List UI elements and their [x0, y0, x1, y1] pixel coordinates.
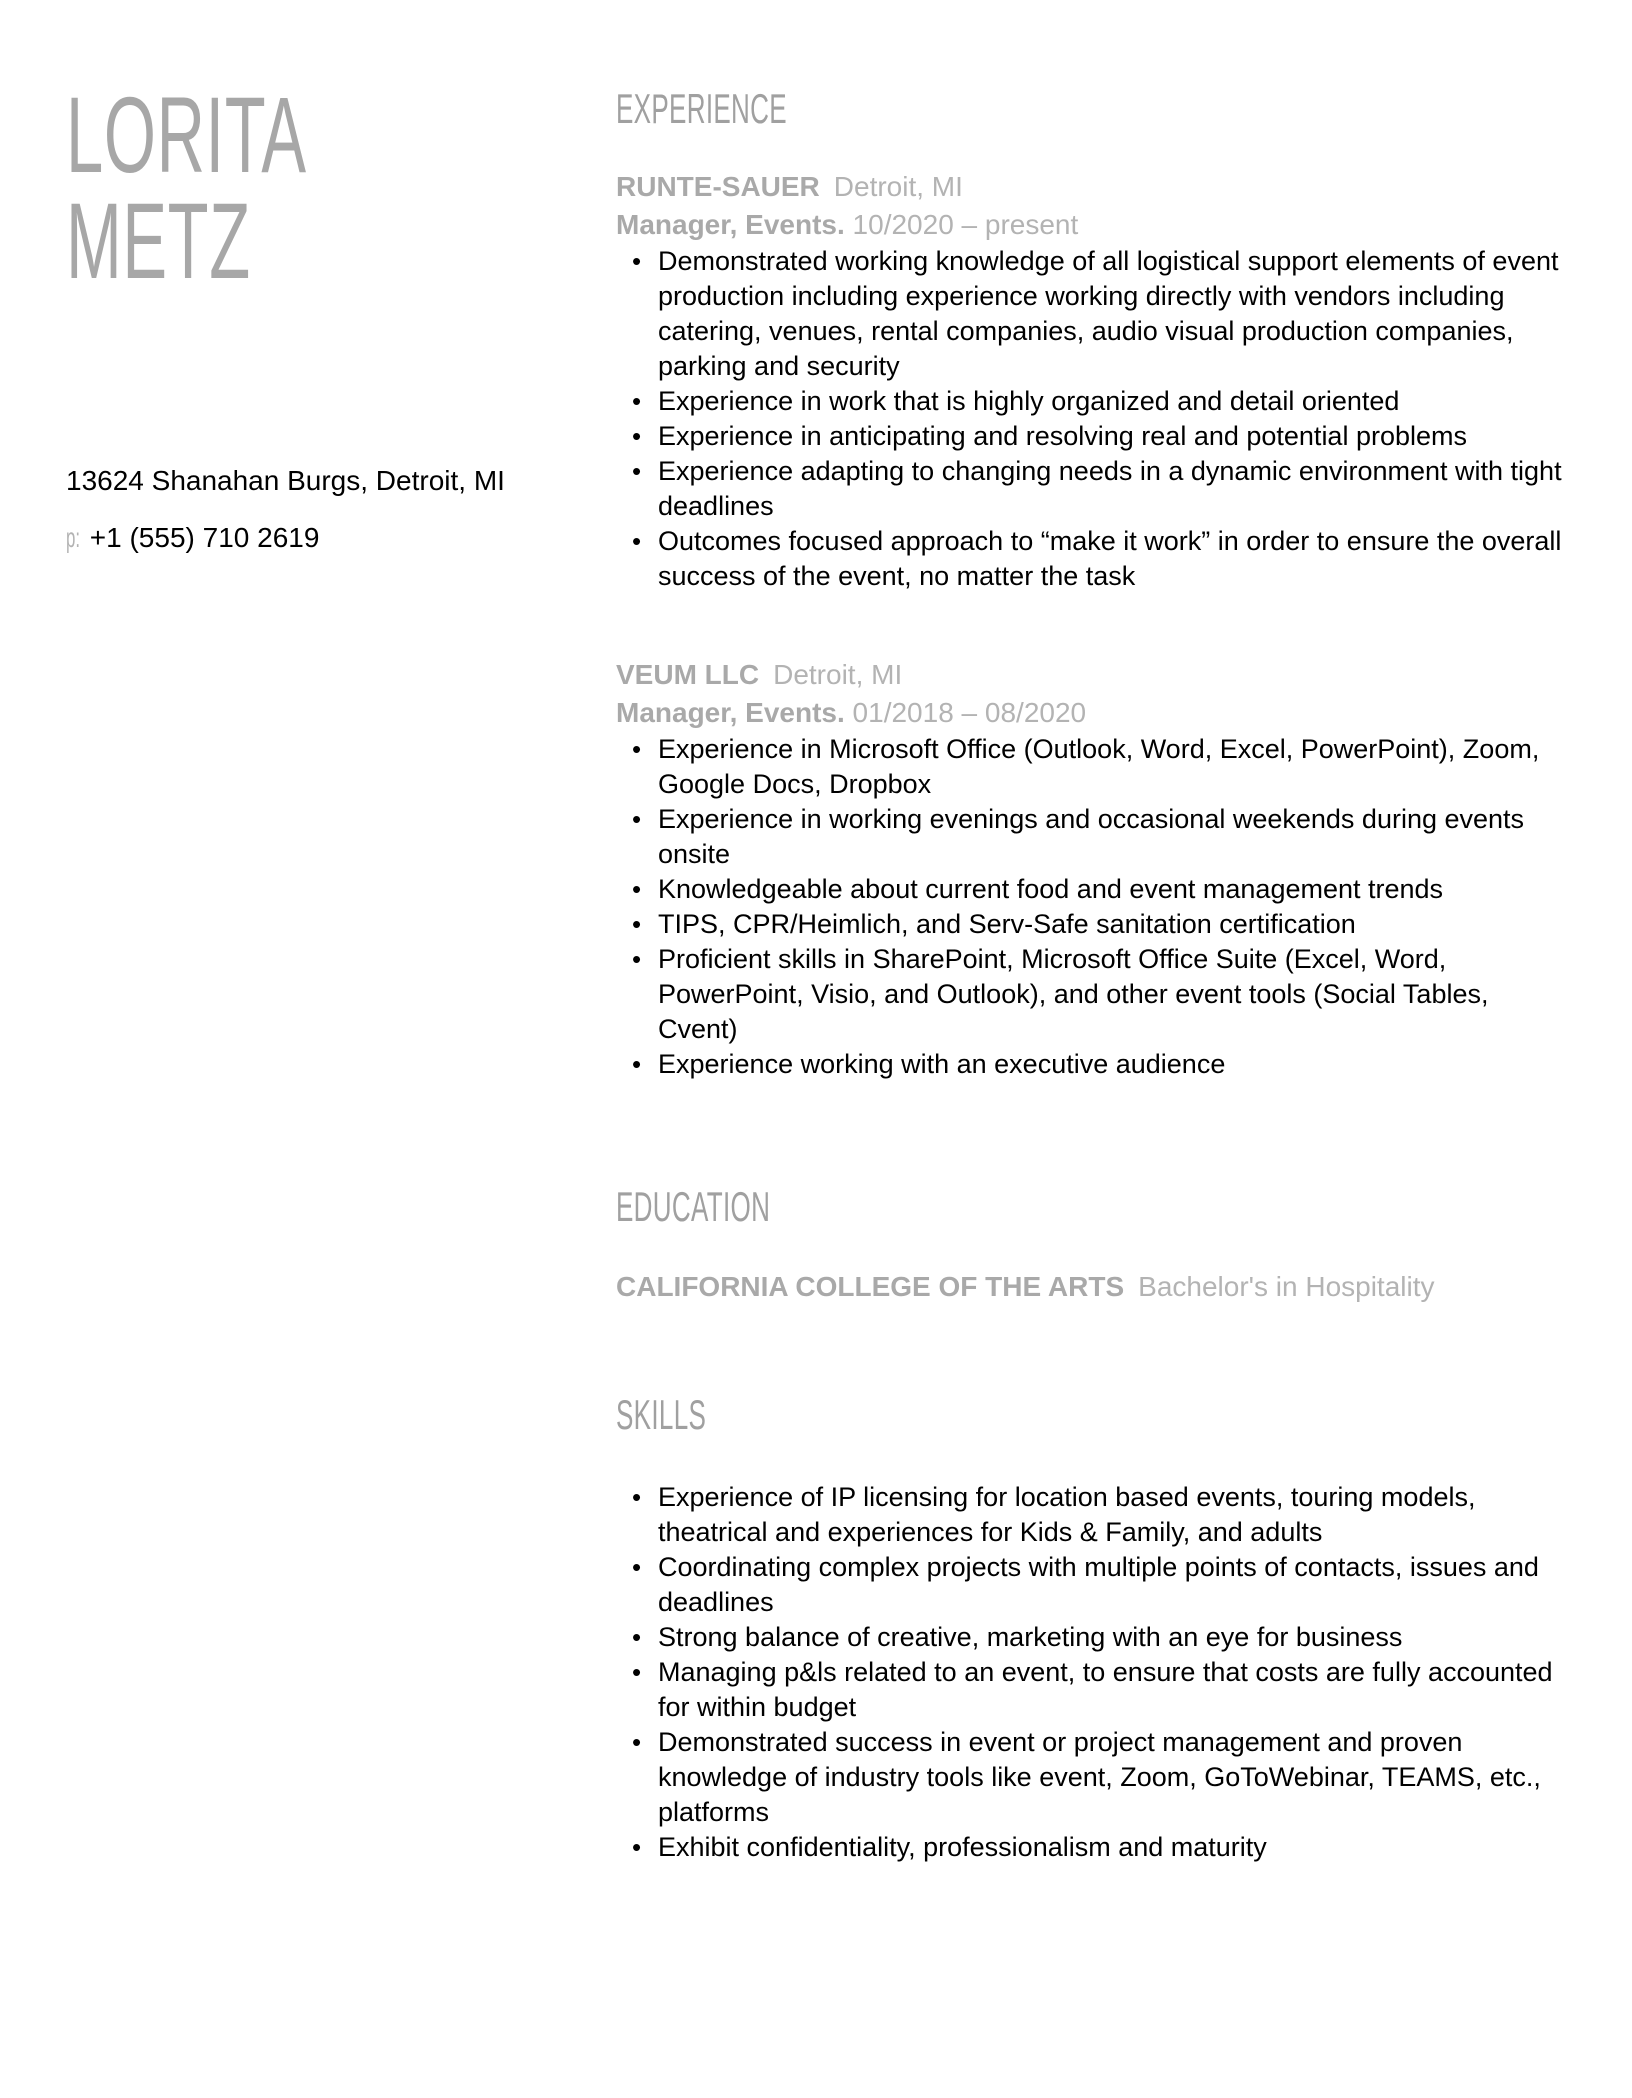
job-dates: 01/2018 – 08/2020 — [852, 697, 1087, 728]
bullet-item: • Coordinating complex projects with multiple points of contacts, issues and deadlines — [658, 1550, 1566, 1620]
job-bullets — [616, 732, 1566, 1082]
candidate-name — [66, 74, 376, 301]
phone-number: +1 (555) 710 2619 — [89, 522, 320, 553]
company-name: VEUM LLC — [616, 659, 760, 690]
last-name: METZ — [66, 180, 251, 301]
job-entry — [616, 168, 1566, 594]
bullet-item: • Demonstrated working knowledge of all logistical support elements of event production including experience working directly with vendors including catering, venues, rental companies, audio visual production companies, parking and security — [658, 244, 1566, 384]
education-entry — [616, 1268, 1566, 1306]
bullet-item: • Experience in Microsoft Office (Outlook, Word, Excel, PowerPoint), Zoom, Google Docs, Dropbox — [658, 732, 1566, 802]
bullet-item: • TIPS, CPR/Heimlich, and Serv-Safe sanitation certification — [658, 907, 1566, 942]
education-section — [616, 1182, 1566, 1306]
skills-section — [616, 1390, 1566, 1865]
company-location: Detroit, MI — [833, 171, 963, 202]
bullet-item: • Experience of IP licensing for location based events, touring models, theatrical and experiences for Kids & Family, and adults — [658, 1480, 1566, 1550]
bullet-item: • Outcomes focused approach to “make it work” in order to ensure the overall success of the event, no matter the task — [658, 524, 1566, 594]
job-bullets — [616, 244, 1566, 594]
bullet-item: • Exhibit confidentiality, professionalism and maturity — [658, 1830, 1566, 1865]
phone-row — [66, 521, 505, 555]
phone-label: p: — [66, 522, 81, 553]
job-entry — [616, 656, 1566, 1082]
job-title: Manager, Events. — [616, 209, 845, 240]
sidebar — [66, 74, 566, 301]
job-title-line — [616, 694, 1566, 732]
bullet-item: • Proficient skills in SharePoint, Microsoft Office Suite (Excel, Word, PowerPoint, Visio, and Outlook), and other event tools (Social Tables, Cvent) — [658, 942, 1566, 1047]
bullet-item: • Knowledgeable about current food and event management trends — [658, 872, 1566, 907]
address: 13624 Shanahan Burgs, Detroit, MI — [66, 465, 505, 496]
company-name: RUNTE-SAUER — [616, 171, 820, 202]
bullet-item: • Strong balance of creative, marketing with an eye for business — [658, 1620, 1566, 1655]
bullet-item: • Demonstrated success in event or project management and proven knowledge of industry tools like event, Zoom, GoToWebinar, TEAMS, etc., platforms — [658, 1725, 1566, 1830]
job-dates: 10/2020 – present — [852, 209, 1079, 240]
bullet-item: • Experience in working evenings and occasional weekends during events onsite — [658, 802, 1566, 872]
bullet-item: • Experience working with an executive audience — [658, 1047, 1566, 1082]
first-name: LORITA — [66, 74, 307, 195]
school-name: CALIFORNIA COLLEGE OF THE ARTS — [616, 1271, 1125, 1302]
experience-heading: EXPERIENCE — [616, 85, 787, 132]
job-company-line — [616, 168, 1566, 206]
bullet-item: • Managing p&ls related to an event, to ensure that costs are fully accounted for within budget — [658, 1655, 1566, 1725]
education-heading: EDUCATION — [616, 1183, 771, 1230]
bullet-item: • Experience adapting to changing needs in a dynamic environment with tight deadlines — [658, 454, 1566, 524]
job-title-line — [616, 206, 1566, 244]
job-company-line — [616, 656, 1566, 694]
company-location: Detroit, MI — [773, 659, 903, 690]
bullet-item: • Experience in anticipating and resolving real and potential problems — [658, 419, 1566, 454]
degree: Bachelor's in Hospitality — [1138, 1271, 1435, 1302]
skills-bullets — [616, 1480, 1566, 1865]
skills-heading: SKILLS — [616, 1391, 707, 1438]
job-title: Manager, Events. — [616, 697, 845, 728]
experience-section — [616, 84, 1566, 1082]
bullet-item: • Experience in work that is highly organized and detail oriented — [658, 384, 1566, 419]
main-content — [616, 84, 1566, 1865]
contact-info — [66, 464, 505, 555]
